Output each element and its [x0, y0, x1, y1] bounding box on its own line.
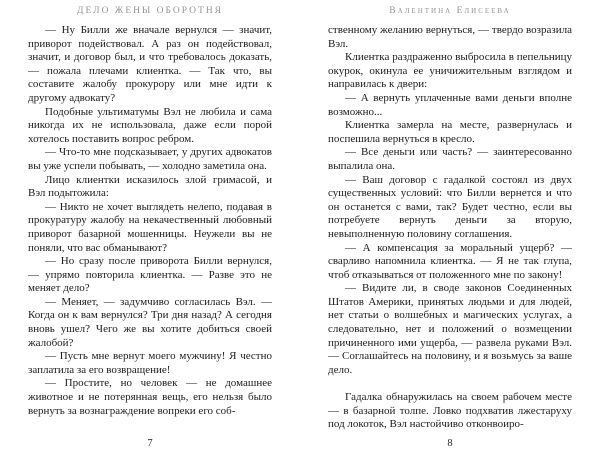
paragraph: — Видите ли, в своде законов Соединенных Штатов Америки, принятых людьми и для людей, нет статьи о волшебных и магических услугах, а следовательно, нет и положений о возмещении причиненного ими ущерба, — развела руками Вэл. — Соглашайтесь на половину, и я возьмусь за ваше дело.	[328, 282, 572, 376]
right-running-head: Валентина Елисеева	[389, 6, 511, 16]
right-page-text	[328, 24, 572, 432]
paragraph: — Ну Билли же вначале вернулся — значит, приворот подействовал. А раз он подействовал, значит, и договор был, и что требовалось доказать, — пожала плечами клиентка. — Так что, вы составите жалобу прокурору или мне идти к другому адвокату?	[28, 24, 272, 104]
paragraph: Клиентка замерла на месте, развернулась и поспешила вернуться в кресло.	[328, 119, 572, 145]
paragraph: — Никто не хочет выглядеть нелепо, подавая в прокуратуру жалобу на некачественный любовный приворот базарной мошенницы. Неужели вы не поняли, что вас обманывают?	[28, 200, 272, 254]
paragraph: — А вернуть уплаченные вами деньги вполне возможно...	[328, 91, 572, 118]
paragraph: — Все деньги или часть? — заинтересованно выпалила она.	[328, 146, 572, 172]
paragraph: — Что-то мне подсказывает, у других адвокатов вы уже успели побывать, — холодно заметила она.	[28, 146, 272, 172]
paragraph: Клиентка раздраженно выбросила в пепельницу окурок, окинула ее уничижительным взглядом и направилась к двери:	[328, 51, 572, 91]
left-running-head: ДЕЛО ЖЕНЫ ОБОРОТНЯ	[76, 6, 224, 16]
right-page	[300, 0, 600, 454]
paragraph: — А компенсация за моральный ущерб? — сварливо напомнила клиентка. — Я не так глупа, чтоб отказываться от положенного мне по закону!	[328, 241, 572, 281]
right-page-number: 8	[447, 438, 453, 449]
paragraph: ственному желанию вернуться, — твердо возразила Вэл.	[328, 24, 572, 50]
paragraph: Лицо клиентки исказилось злой гримасой, и Вэл подытожила:	[28, 173, 272, 200]
paragraph: — Пусть мне вернут моего мужчину! Я честно заплатила за его возвращение!	[28, 350, 272, 376]
left-page-text	[28, 24, 272, 418]
paragraph: — Но сразу после приворота Билли вернулся, — упрямо повторила клиентка. — Разве это не меняет дело?	[28, 255, 272, 295]
paragraph: — Ваш договор с гадалкой состоял из двух существенных условий: что Билли вернется и что он останется с вами, так? Будет честно, если вы потребуете вернуть деньги за вторую, невыполненную половину соглашения.	[328, 173, 572, 240]
paragraph: Подобные ультиматумы Вэл не любила и сама никогда их не использовала, даже если порой хотелось поставить вопрос ребром.	[28, 105, 272, 145]
left-page-number: 7	[147, 438, 153, 449]
paragraph: Гадалка обнаружилась на своем рабочем месте — в базарной толпе. Ловко подхватив лжестаруху под локоток, Вэл настойчиво отконвоиро-	[328, 391, 572, 431]
paragraph: — Меняет, — задумчиво согласилась Вэл. — Когда он к вам вернулся? Три дня назад? А сегодня вновь ушел? Чего же вы хотите добиться своей жалобой?	[28, 295, 272, 349]
paragraph: — Простите, но человек — не домашнее животное и не потерянная вещь, его нельзя было вернуть за вознаграждение вопреки его соб-	[28, 377, 272, 417]
